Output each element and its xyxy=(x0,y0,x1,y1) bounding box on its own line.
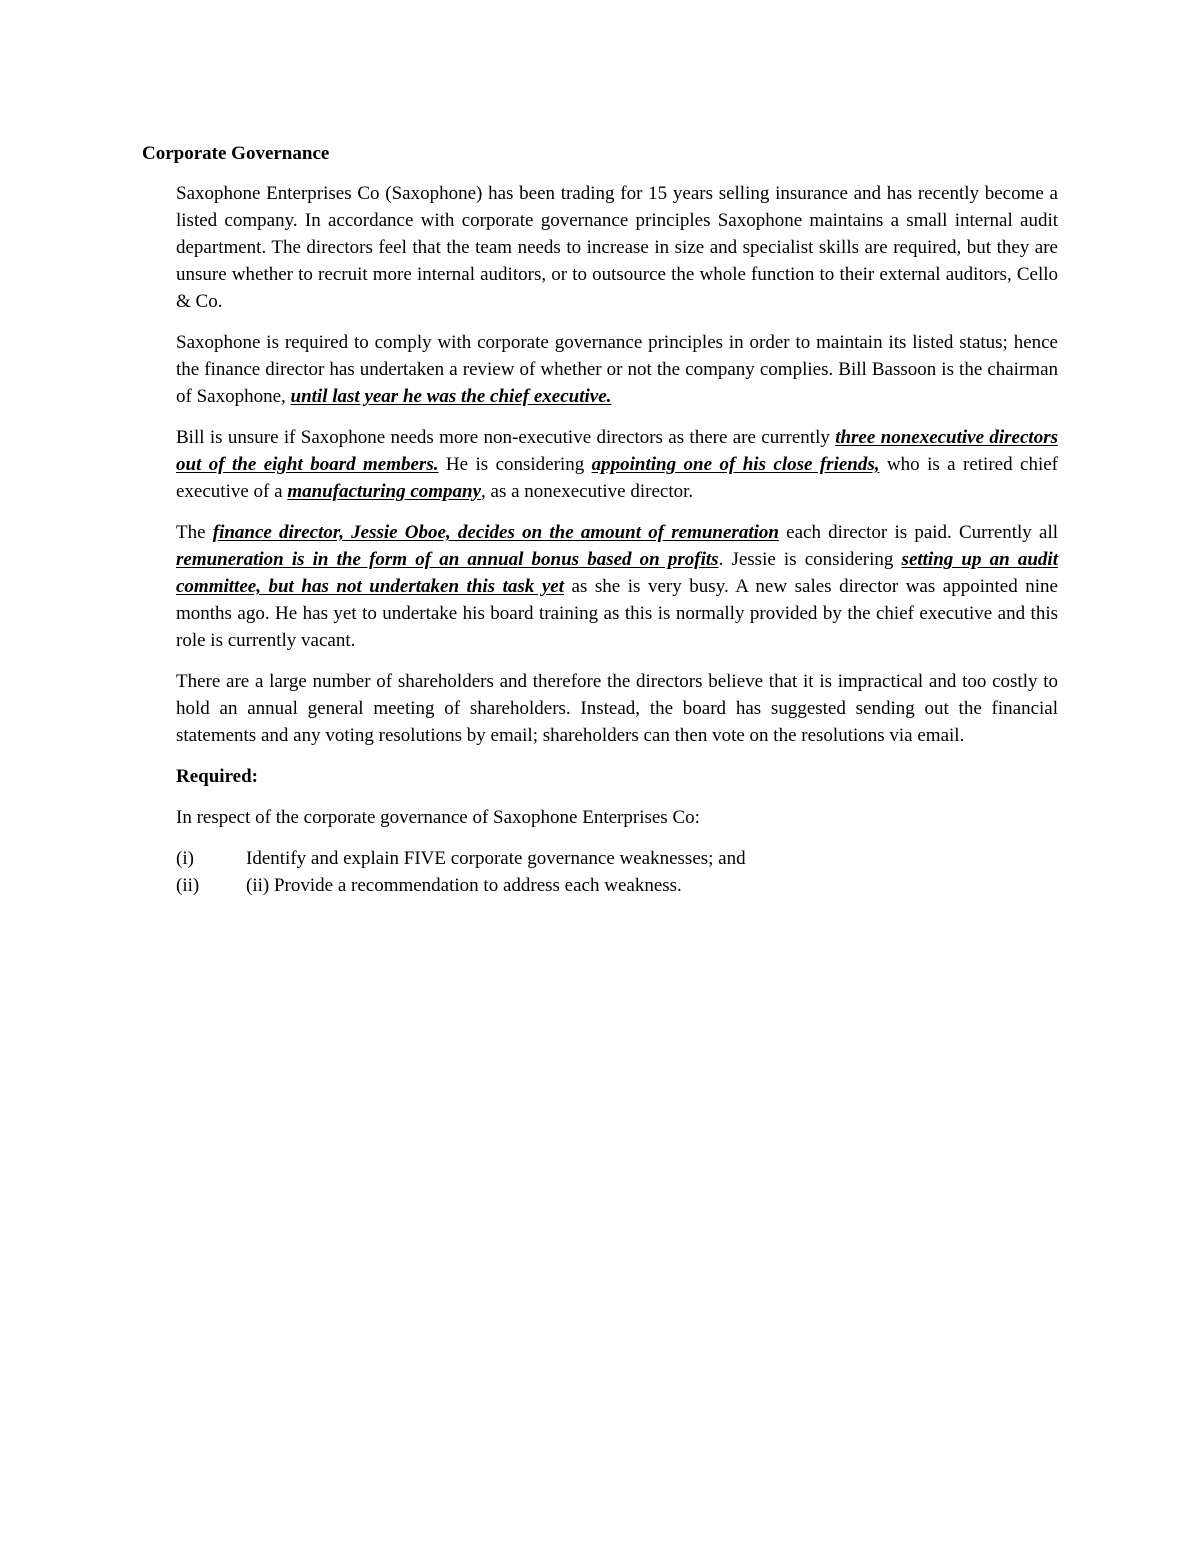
emphasized-text: remuneration is in the form of an annual bonus based on profits xyxy=(176,549,719,570)
requirement-item xyxy=(176,872,1058,899)
paragraph-5 xyxy=(176,668,1058,749)
paragraph-text: each director is paid. Currently all xyxy=(778,522,1059,543)
requirement-number: (ii) xyxy=(176,875,200,896)
emphasized-text: setting up an audit committee, but has not undertaken this task yet xyxy=(176,549,1058,597)
document-body xyxy=(176,180,1058,899)
emphasized-text: manufacturing company xyxy=(287,481,482,502)
requirement-number: (i) xyxy=(176,848,194,869)
paragraph-list xyxy=(176,180,1058,749)
paragraph-text: The xyxy=(176,522,213,543)
paragraph-2 xyxy=(176,329,1058,410)
requirement-text: Identify and explain FIVE corporate governance weaknesses; and xyxy=(246,848,746,869)
emphasized-text: until last year he was the chief executive. xyxy=(290,386,612,407)
paragraph-text: Saxophone is required to comply with corporate governance principles in order to maintain its listed status; hence the finance director has undertaken a review of whether or not the company complies. Bill Bassoon is the chairman of Saxophone, xyxy=(176,332,1058,407)
required-intro: In respect of the corporate governance of Saxophone Enterprises Co: xyxy=(176,807,700,828)
requirement-text: (ii) Provide a recommendation to address each weakness. xyxy=(246,875,682,896)
emphasized-text: finance director, Jessie Oboe, decides on the amount of remuneration xyxy=(212,522,779,543)
emphasized-text: appointing one of his close friends, xyxy=(591,454,880,475)
required-heading: Required: xyxy=(176,766,258,787)
emphasized-text: three nonexecutive directors out of the eight board members. xyxy=(176,427,1058,475)
paragraph-text: . Jessie is considering xyxy=(718,549,902,570)
requirement-list xyxy=(176,845,1058,899)
requirement-item xyxy=(176,845,1058,872)
paragraph-text: Bill is unsure if Saxophone needs more non-executive directors as there are currently xyxy=(176,427,836,448)
paragraph-4 xyxy=(176,519,1058,654)
paragraph-text: There are a large number of shareholders and therefore the directors believe that it is impractical and too costly to hold an annual general meeting of shareholders. Instead, the board has suggested sending out the financial statements and any voting resolutions by email; shareholders can then vote on the resolutions via email. xyxy=(176,671,1058,746)
paragraph-text: , as a nonexecutive director. xyxy=(481,481,694,502)
paragraph-1 xyxy=(176,180,1058,315)
paragraph-3 xyxy=(176,424,1058,505)
paragraph-text: Saxophone Enterprises Co (Saxophone) has been trading for 15 years selling insurance and has recently become a listed company. In accordance with corporate governance principles Saxophone maintains a small internal audit department. The directors feel that the team needs to increase in size and specialist skills are required, but they are unsure whether to recruit more internal auditors, or to outsource the whole function to their external auditors, Cello & Co. xyxy=(176,183,1058,312)
paragraph-text: as she is very busy. A new sales director was appointed nine months ago. He has yet to undertake his board training as this is normally provided by the chief executive and this role is currently vacant. xyxy=(176,576,1058,651)
paragraph-text: He is considering xyxy=(438,454,592,475)
paragraph-text: who is a retired chief executive of a xyxy=(176,454,1058,502)
document-title: Corporate Governance xyxy=(142,143,330,164)
